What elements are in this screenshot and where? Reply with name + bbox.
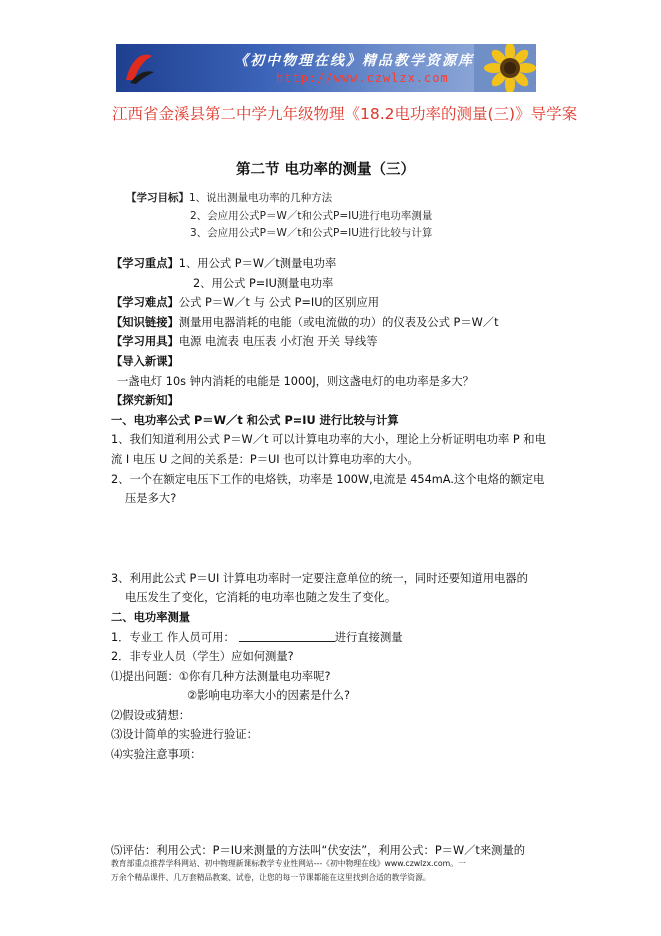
sunflower-icon (474, 44, 536, 92)
document-title: 江西省金溪县第二中学九年级物理《18.2电功率的测量(三)》导学案 (112, 105, 578, 123)
part2-title: 二、电功率测量 (111, 610, 191, 624)
learning-objectives (126, 190, 432, 243)
question-2-line2: 压是多大? (125, 492, 177, 506)
objective-item: 1、说出测量电功率的几种方法 (189, 192, 333, 204)
knowledge-link-text: 测量用电器消耗的电能（或电流做的功）的仪表及公式 P＝W／t (178, 315, 499, 329)
logo-icon (122, 50, 156, 86)
section-title: 第二节 电功率的测量（三） (236, 162, 416, 178)
objective-item: 2、会应用公式P＝W／t和公式P=IU进行电功率测量 (190, 209, 433, 222)
key-point-item: 2、用公式 P=IU测量电功率 (193, 276, 334, 290)
key-point-item: 1、用公式 P＝W／t测量电功率 (178, 257, 337, 270)
explore-label: 【探究新知】 (111, 394, 179, 408)
answer-space (111, 765, 546, 841)
footer-line: 教育部重点推荐学科网站、初中物理新课标教学专业性网站---《初中物理在线》www.czwlzx.com。一 (111, 859, 466, 868)
banner-url: http://www.czwlzx.com (276, 71, 449, 85)
paragraph-1-line1: 1、我们知道利用公式 P＝W／t 可以计算电功率的大小，理论上分析证明电功率 P 和电 (111, 433, 546, 447)
intro-text: 一盏电灯 10s 钟内消耗的电能是 1000J，则这盏电灯的电功率是多大？ (117, 374, 474, 388)
question-1-suffix: 进行直接测量 (334, 630, 403, 644)
page-footer (111, 857, 466, 885)
question-2-line1: 2、一个在额定电压下工作的电烙铁，功率是 100W,电流是 454mA.这个电烙的额定电 (111, 472, 545, 486)
step-4: ⑷实验注意事项： (111, 748, 202, 762)
intro-label: 【导入新课】 (111, 354, 179, 368)
header-banner (116, 44, 536, 92)
key-points-label: 【学习重点】 (111, 257, 179, 270)
paragraph-3-line1: 3、利用此公式 P＝UI 计算电功率时一定要注意单位的统一，同时还要知道用电器的 (111, 571, 528, 585)
tools-text: 电源 电流表 电压表 小灯泡 开关 导线等 (178, 335, 378, 349)
step-1b: ②影响电功率大小的因素是什么? (187, 689, 350, 703)
question-2: 2．非专业人员（学生）应如何测量? (111, 650, 294, 664)
objective-item: 3、会应用公式P＝W／t和公式P=IU进行比较与计算 (190, 227, 433, 239)
step-5: ⑸评估：利用公式：P＝IU来测量的方法叫“伏安法”，利用公式：P＝W／t来测量的 (111, 843, 526, 857)
banner-title: 《初中物理在线》精品教学资源库 (234, 53, 474, 69)
question-1-prefix: 1．专业工 作人员可用： (111, 630, 235, 644)
difficulty-text: 公式 P＝W／t 与 公式 P=IU的区别应用 (178, 296, 380, 310)
tools-label: 【学习用具】 (111, 335, 179, 349)
paragraph-1-line2: 流 I 电压 U 之间的关系是：P＝UI 也可以计算电功率的大小。 (111, 452, 419, 466)
document-body (111, 254, 546, 860)
objectives-label: 【学习目标】 (126, 192, 189, 204)
knowledge-link-label: 【知识链接】 (111, 315, 179, 329)
fill-in-blank[interactable] (239, 629, 335, 642)
paragraph-3-line2: 电压发生了变化，它消耗的电功率也随之发生了变化。 (125, 591, 397, 605)
difficulty-label: 【学习难点】 (111, 296, 179, 310)
step-1: ⑴提出问题：①你有几种方法测量电功率呢? (111, 669, 331, 683)
answer-space (111, 509, 546, 569)
step-3: ⑶设计简单的实验进行验证： (111, 728, 258, 742)
part1-title: 一、电功率公式 P＝W／t 和公式 P=IU 进行比较与计算 (111, 413, 399, 427)
step-2: ⑵假设或猜想： (111, 708, 191, 722)
footer-line: 万余个精品课件、几万套精品教案、试卷，让您的每一节课都能在这里找到合适的教学资源。 (111, 873, 431, 882)
